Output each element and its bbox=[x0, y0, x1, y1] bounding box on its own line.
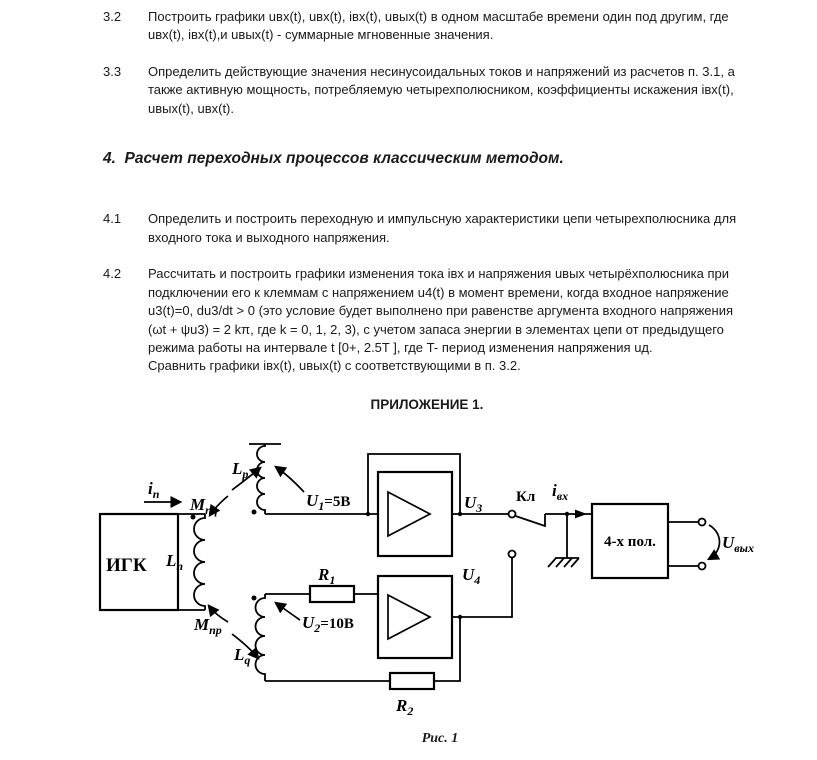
section-heading: 4. Расчет переходных процессов классическим методом. bbox=[103, 150, 564, 168]
label-l-p: $L_p$ bbox=[232, 459, 249, 481]
label-u3: $U_3$ bbox=[464, 493, 483, 515]
label-l-q: $L_q$ bbox=[234, 645, 251, 667]
item-text: Определить и построить переходную и импульсную характеристики цепи четырехполюсника для входного тока и выходного напряжения. bbox=[148, 211, 737, 245]
output-terminals bbox=[668, 519, 706, 570]
label-i-in: $i_{вх}$ bbox=[552, 481, 569, 503]
polarity-dot bbox=[191, 515, 196, 520]
coil-lp bbox=[249, 444, 281, 515]
task-text-block bbox=[103, 8, 745, 394]
item-paragraph: Рассчитать и построить графики изменения тока iвх и напряжения uвых четырёхполюсника при подключении его к клеммам с напряжением u4(t) в момент времени, когда входное напряжение u3(t)=0, du3/dt > 0 (это условие будет выполнено при равенстве аргумента входного напряжения (ωt + ψu3) = 2 kπ, где k = 0, 1, 2, 3), с учетом запаса энергии в элементах цепи от предыдущего режима работы на интервале t [0+, 2.5T ], где T- период изменения напряжения uд. bbox=[148, 266, 734, 355]
label-m-pq: $M_{пq}$ bbox=[190, 495, 218, 517]
label-i-p: $i_п$ bbox=[148, 479, 160, 501]
opamp1-box bbox=[378, 472, 452, 556]
label-m-pr: $M_{пр}$ bbox=[194, 615, 222, 637]
label-u-out: $U_{вых}$ bbox=[722, 533, 754, 555]
label-u1: $U_1=5В$ bbox=[306, 491, 351, 513]
polarity-dot bbox=[252, 596, 257, 601]
opamp2-feedback bbox=[434, 617, 460, 681]
coil-lq bbox=[252, 594, 266, 681]
item-number: 4.2 bbox=[103, 266, 122, 282]
output-terminal-top bbox=[699, 519, 706, 526]
task-item bbox=[103, 8, 745, 45]
figure-caption: Рис. 1 bbox=[421, 731, 459, 746]
item-text bbox=[148, 265, 745, 376]
task-item bbox=[103, 63, 745, 118]
uout-arc bbox=[709, 525, 720, 559]
switch-kl bbox=[509, 511, 546, 558]
wire-lower-out bbox=[452, 558, 512, 618]
polarity-dot bbox=[252, 510, 257, 515]
item-number: 3.3 bbox=[103, 63, 122, 79]
label-u4: $U_4$ bbox=[462, 565, 481, 587]
quadripole-label: 4-х пол. bbox=[604, 534, 656, 550]
task-item bbox=[103, 265, 745, 376]
opamp2-box bbox=[378, 576, 452, 658]
circuit-diagram bbox=[90, 430, 790, 730]
resistor-r2 bbox=[390, 673, 434, 689]
switch-upper-contact bbox=[509, 511, 516, 518]
switch-blade bbox=[516, 514, 546, 526]
current-ivh-arrowhead bbox=[575, 510, 587, 519]
switch-lower-contact bbox=[509, 551, 516, 558]
opamp2-triangle bbox=[388, 595, 430, 639]
output-terminal-bottom bbox=[699, 563, 706, 570]
item-text: Определить действующие значения несинусоидальных токов и напряжений из расчетов п. 3.1, а также активную мощность, потребляемую четырехполюсником, коэффициенты искажения iвх(t), uвых(t), uвх(t). bbox=[148, 63, 735, 116]
item-number: 4.1 bbox=[103, 211, 122, 227]
item-number: 3.2 bbox=[103, 9, 122, 24]
mpr-arrow-up bbox=[209, 606, 228, 622]
label-switch: Кл bbox=[516, 489, 536, 505]
label-r2: $R_2$ bbox=[396, 696, 414, 718]
u2-arrow bbox=[276, 603, 300, 620]
ground-symbol bbox=[548, 512, 579, 567]
item-paragraph: Сравнить графики iвх(t), uвых(t) с соответствующими в п. 3.2. bbox=[148, 358, 521, 374]
item-text: Построить графики uвх(t), uвх(t), iвх(t), uвых(t) в одном масштабе времени один под другим, где uвх(t), iвх(t),и uвых(t) - суммарные мгновенные значения. bbox=[148, 9, 729, 43]
label-u2: $U_2=10В$ bbox=[302, 613, 354, 635]
u1-arrow bbox=[276, 467, 304, 492]
opamp1-triangle bbox=[388, 492, 430, 536]
label-l-primary: $L_п$ bbox=[166, 551, 184, 573]
igk-label: ИГК bbox=[106, 555, 147, 576]
label-r1: $R_1$ bbox=[318, 565, 336, 587]
resistor-r1 bbox=[310, 586, 354, 602]
task-item bbox=[103, 210, 745, 247]
appendix-title: ПРИЛОЖЕНИЕ 1. bbox=[370, 397, 484, 412]
